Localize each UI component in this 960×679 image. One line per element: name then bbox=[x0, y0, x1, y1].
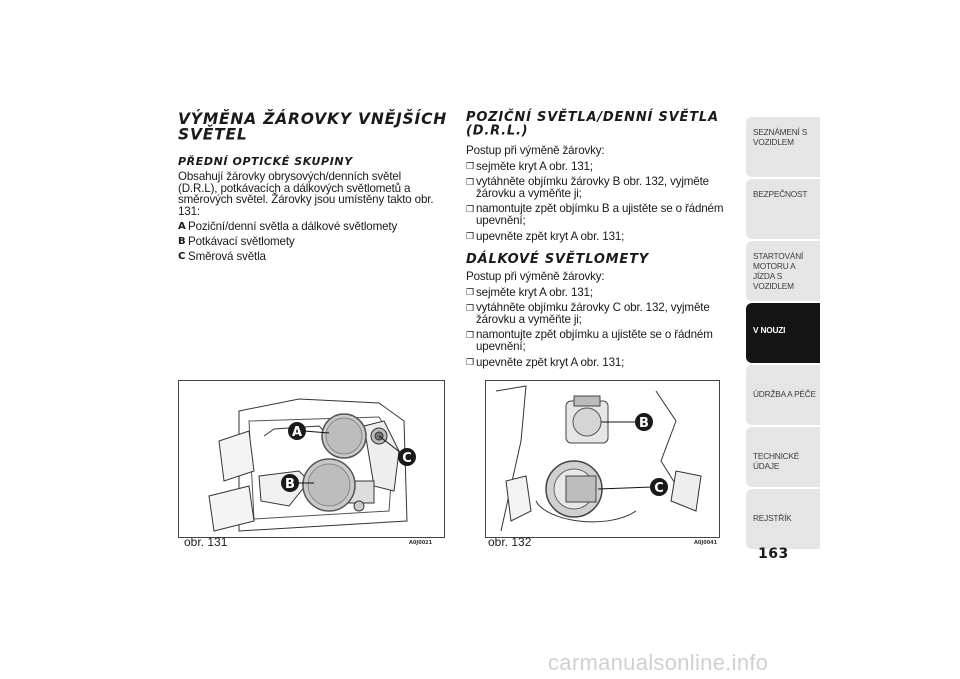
bullet-icon: ❒ bbox=[466, 176, 474, 187]
tab-startovani[interactable]: STARTOVÁNÍ MOTORU A JÍZDA S VOZIDLEM bbox=[746, 241, 820, 301]
procedure-intro: Postup při výměně žárovky: bbox=[466, 144, 605, 157]
bullet-icon: ❒ bbox=[466, 302, 474, 313]
callout-a-label: A bbox=[291, 425, 303, 440]
step-text: namontujte zpět objímku B a ujistěte se o řádném upevnění; bbox=[476, 202, 724, 227]
callout-c-label: C bbox=[402, 451, 412, 466]
bullet-icon: ❒ bbox=[466, 231, 474, 242]
bullet-icon: ❒ bbox=[466, 287, 474, 298]
label-text: Směrová světla bbox=[188, 249, 266, 263]
figure-132-bulb-holders bbox=[485, 380, 720, 538]
label-letter: C bbox=[178, 250, 186, 262]
step-item bbox=[466, 231, 732, 243]
step-item bbox=[466, 302, 732, 325]
step-text: upevněte zpět kryt A obr. 131; bbox=[476, 355, 625, 369]
position-lights-steps bbox=[466, 145, 732, 242]
tab-v-nouzi[interactable]: V NOUZI bbox=[746, 303, 820, 363]
bulb-holder-illustration bbox=[486, 381, 719, 537]
figure-132-caption: obr. 132 bbox=[488, 535, 532, 549]
step-item bbox=[466, 329, 732, 352]
label-text: Poziční/denní světla a dálkové světlomety bbox=[188, 220, 398, 234]
callout-c-label: C bbox=[654, 481, 664, 496]
step-item bbox=[466, 161, 732, 173]
label-letter: B bbox=[178, 235, 186, 247]
step-text: sejměte kryt A obr. 131; bbox=[476, 285, 593, 299]
bullet-icon: ❒ bbox=[466, 329, 474, 340]
section-title: VÝMĚNA ŽÁROVKY VNĚJŠÍCH SVĚTEL bbox=[178, 109, 448, 144]
step-text: upevněte zpět kryt A obr. 131; bbox=[476, 229, 625, 243]
label-text: Potkávací světlomety bbox=[188, 234, 295, 248]
headlight-illustration bbox=[179, 381, 444, 537]
watermark: carmanualsonline.info bbox=[548, 650, 769, 675]
step-item bbox=[466, 203, 732, 226]
callout-b-label: B bbox=[285, 477, 295, 492]
label-item-c bbox=[178, 251, 440, 263]
label-item-a bbox=[178, 221, 440, 233]
step-text: namontujte zpět objímku a ujistěte se o řádném upevnění; bbox=[476, 328, 713, 353]
step-item bbox=[466, 287, 732, 299]
section-subtitle: PŘEDNÍ OPTICKÉ SKUPINY bbox=[178, 155, 353, 168]
tab-udrzba-a-pece[interactable]: ÚDRŽBA A PÉČE bbox=[746, 365, 820, 425]
bullet-icon: ❒ bbox=[466, 203, 474, 214]
figure-131-caption: obr. 131 bbox=[184, 535, 228, 549]
intro-paragraph: Obsahují žárovky obrysových/denních světel (D.R.L), potkávacích a dálkových světlometů a směrových světel. Žárovky jsou umístěny takto obr. 131: bbox=[178, 170, 434, 218]
step-item bbox=[466, 357, 732, 369]
label-item-b bbox=[178, 236, 440, 248]
step-text: vytáhněte objímku žárovky C obr. 132, vyjměte žárovku a vyměňte ji; bbox=[476, 301, 710, 326]
section-title-position-lights: POZIČNÍ SVĚTLA/DENNÍ SVĚTLA (D.R.L.) bbox=[466, 109, 719, 139]
figure-131-headlight bbox=[178, 380, 445, 538]
step-text: sejměte kryt A obr. 131; bbox=[476, 159, 593, 173]
tab-bezpecnost[interactable]: BEZPEČNOST bbox=[746, 179, 820, 239]
left-text-block bbox=[178, 171, 440, 265]
tab-seznameni-s-vozidlem[interactable]: SEZNÁMENÍ S VOZIDLEM bbox=[746, 117, 820, 177]
page-number: 163 bbox=[758, 546, 789, 562]
section-title-high-beam: DÁLKOVÉ SVĚTLOMETY bbox=[466, 251, 649, 268]
bullet-icon: ❒ bbox=[466, 161, 474, 172]
label-letter: A bbox=[178, 221, 186, 233]
procedure-intro: Postup při výměně žárovky: bbox=[466, 270, 605, 283]
step-item bbox=[466, 176, 732, 199]
figure-132-code: A0J0041 bbox=[694, 540, 718, 546]
tab-rejstrik[interactable]: REJSTŘÍK bbox=[746, 489, 820, 549]
callout-b-label: B bbox=[639, 416, 649, 431]
high-beam-steps bbox=[466, 271, 732, 368]
tab-technicke-udaje[interactable]: TECHNICKÉ ÚDAJE bbox=[746, 427, 820, 487]
bullet-icon: ❒ bbox=[466, 357, 474, 368]
step-text: vytáhněte objímku žárovky B obr. 132, vyjměte žárovku a vyměňte ji; bbox=[476, 175, 709, 200]
figure-131-code: A0J0021 bbox=[409, 540, 433, 546]
